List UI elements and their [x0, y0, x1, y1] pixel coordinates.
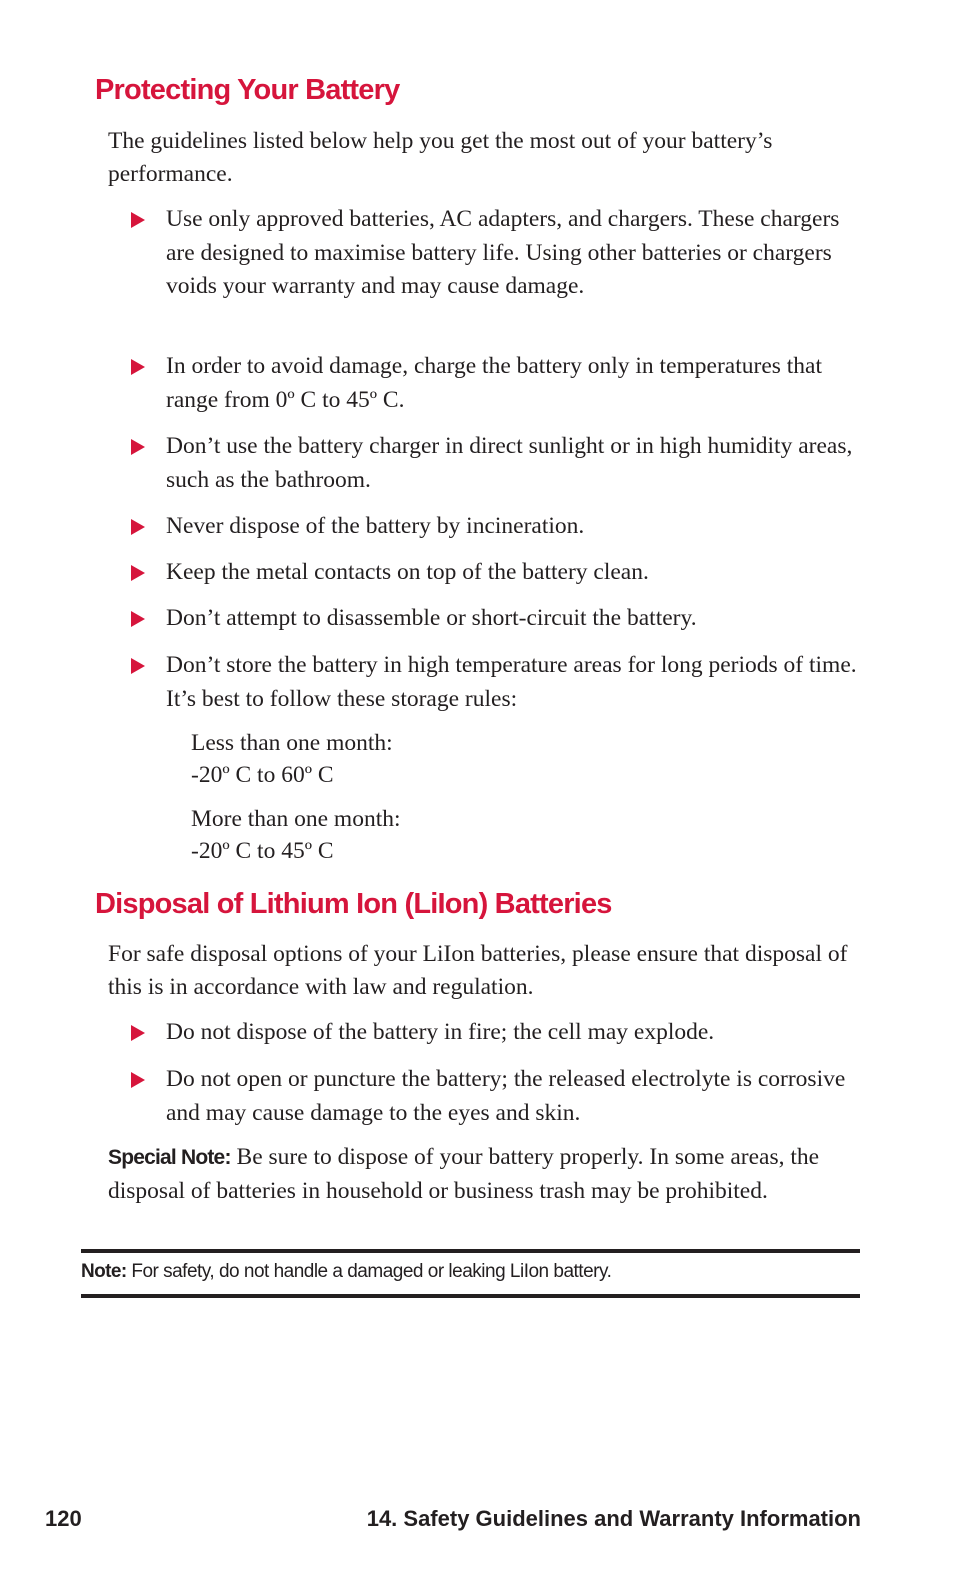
list-item	[166, 649, 866, 716]
list-item-text: Use only approved batteries, AC adapters, and chargers. These chargers are designed to maximise battery life. Using other batteries or chargers voids your warranty and may cause damage.	[166, 206, 840, 299]
bullet-arrow-icon	[131, 658, 145, 674]
bullet-arrow-icon	[131, 439, 145, 455]
storage-rule-label: Less than one month:	[191, 730, 393, 756]
chapter-title: 14. Safety Guidelines and Warranty Information	[366, 1506, 861, 1531]
list-item-text: In order to avoid damage, charge the battery only in temperatures that range from 0º C to 45º C.	[166, 353, 823, 413]
list-item-text: Do not open or puncture the battery; the released electrolyte is corrosive and may cause damage to the eyes and skin.	[166, 1066, 846, 1126]
list-item	[166, 1016, 866, 1050]
storage-rule-short-term	[191, 727, 393, 791]
list-item	[166, 203, 866, 304]
list-item	[166, 350, 866, 417]
storage-rule-label: More than one month:	[191, 806, 401, 832]
bullet-arrow-icon	[131, 212, 145, 228]
list-item-text: Don’t attempt to disassemble or short-circuit the battery.	[166, 605, 697, 631]
section-title-disposal: Disposal of Lithium Ion (LiIon) Batteries	[95, 888, 612, 920]
list-item-text: Do not dispose of the battery in fire; the cell may explode.	[166, 1019, 715, 1045]
list-item-text: Don’t use the battery charger in direct sunlight or in high humidity areas, such as the bathroom.	[166, 433, 853, 493]
special-note	[108, 1141, 868, 1207]
bullet-arrow-icon	[131, 519, 145, 535]
storage-rule-range: -20º C to 45º C	[191, 838, 334, 864]
page-number: 120	[45, 1506, 82, 1531]
list-item-text: Don’t store the battery in high temperature areas for long periods of time. It’s best to follow these storage rules:	[166, 652, 857, 712]
note-text: For safety, do not handle a damaged or leaking LiIon battery.	[126, 1261, 612, 1282]
list-item	[166, 1063, 866, 1130]
list-item	[166, 556, 866, 590]
special-note-label: Special Note:	[108, 1146, 231, 1169]
bullet-arrow-icon	[131, 565, 145, 581]
section-intro-protecting-battery: The guidelines listed below help you get the most out of your battery’s performance.	[108, 128, 773, 187]
bullet-arrow-icon	[131, 611, 145, 627]
bullet-arrow-icon	[131, 1072, 145, 1088]
storage-rule-range: -20º C to 60º C	[191, 762, 334, 788]
special-note-text: Be sure to dispose of your battery properly. In some areas, the disposal of batteries in household or business trash may be prohibited.	[108, 1144, 820, 1204]
list-item	[166, 602, 866, 636]
section-intro-disposal: For safe disposal options of your LiIon batteries, please ensure that disposal of this is in accordance with law and regulation.	[108, 941, 848, 1000]
bullet-arrow-icon	[131, 359, 145, 375]
note	[81, 1261, 611, 1283]
bullet-arrow-icon	[131, 1025, 145, 1041]
section-title-protecting-battery: Protecting Your Battery	[95, 74, 400, 106]
list-item-text: Keep the metal contacts on top of the battery clean.	[166, 559, 649, 585]
note-label: Note:	[81, 1261, 127, 1282]
storage-rule-long-term	[191, 803, 401, 867]
list-item-text: Never dispose of the battery by incineration.	[166, 513, 585, 539]
list-item	[166, 510, 866, 544]
list-item	[166, 430, 866, 497]
note-box	[81, 1249, 860, 1298]
